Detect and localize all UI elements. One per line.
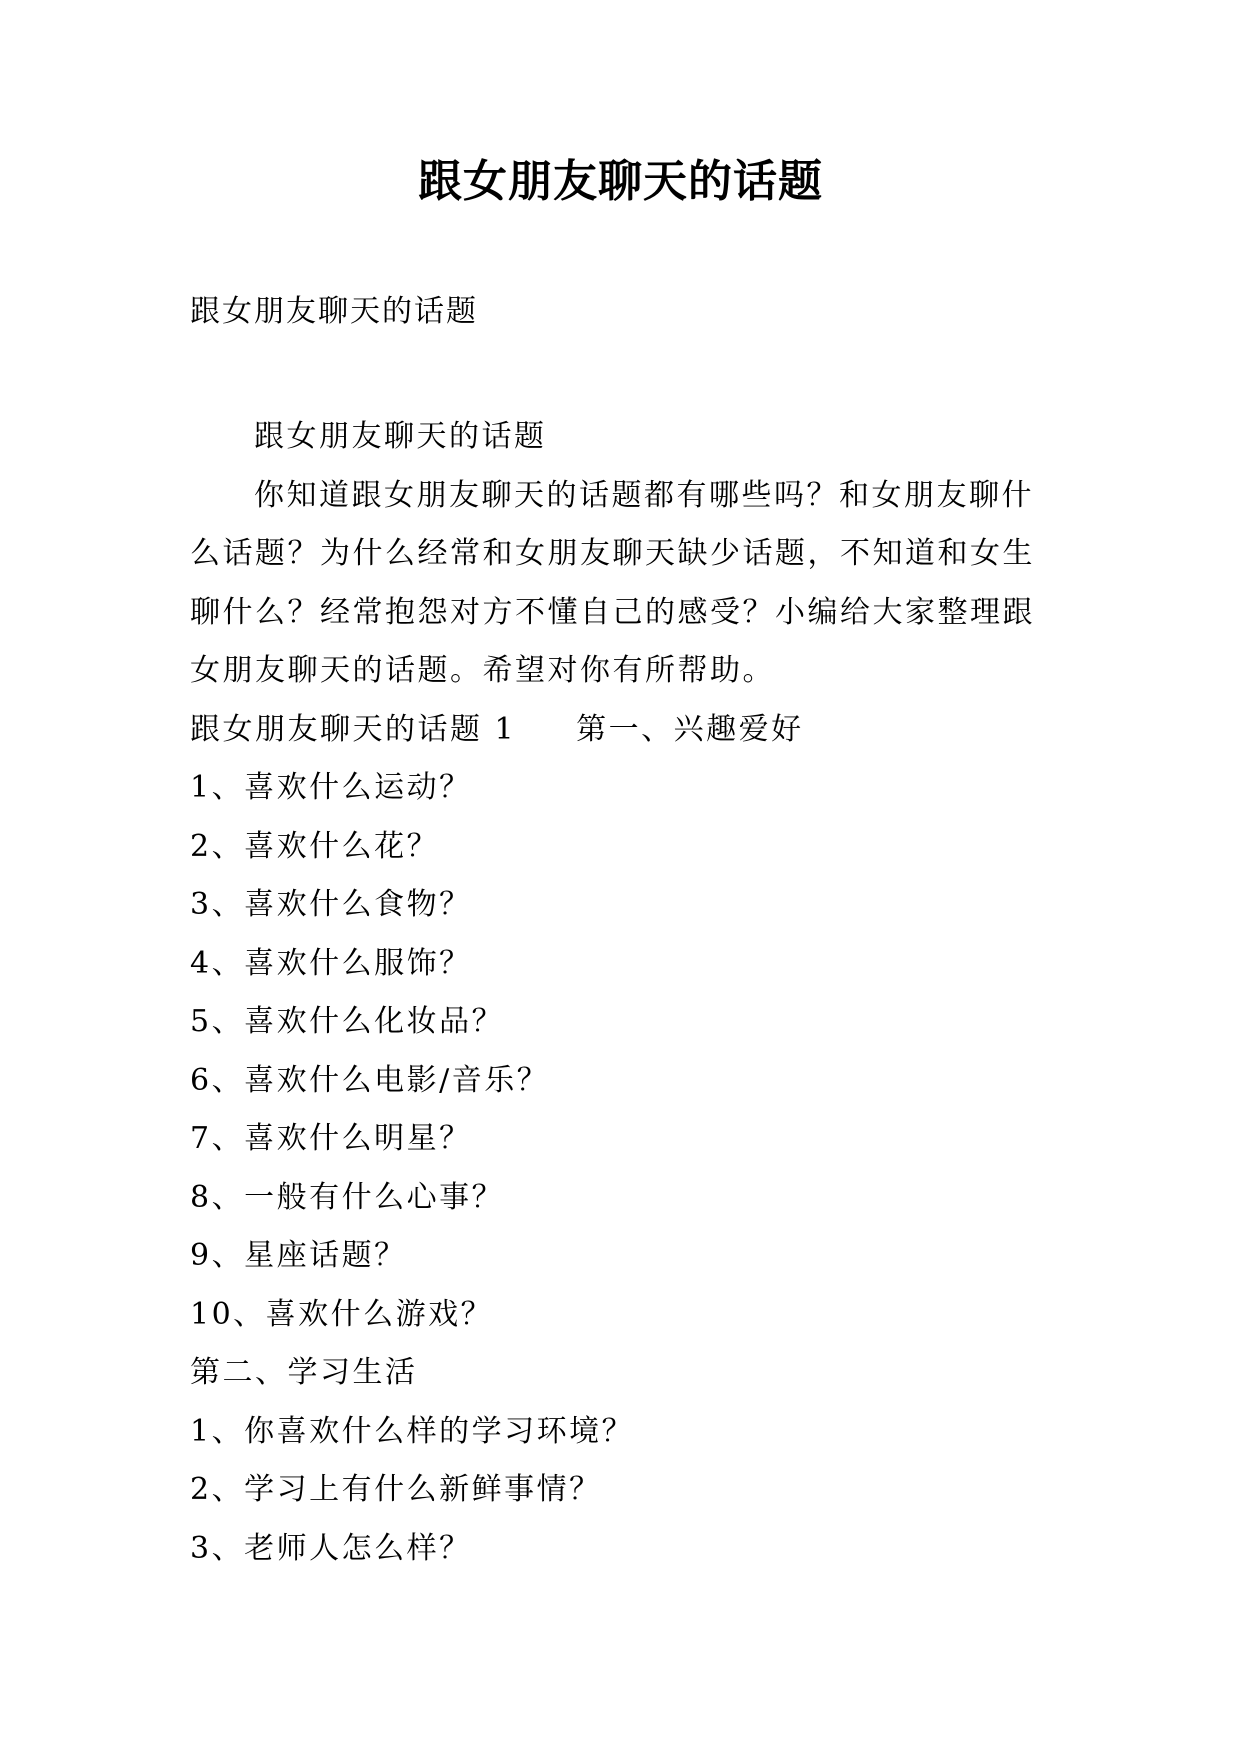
intro-paragraph: 你知道跟女朋友聊天的话题都有哪些吗？和女朋友聊什么话题？为什么经常和女朋友聊天缺少话题，不知道和女生聊什么？经常抱怨对方不懂自己的感受？小编给大家整理跟女朋友聊天的话题。希望对你有所帮助。 [190,477,1035,688]
list-item: 3、喜欢什么食物？ [190,887,472,922]
section1-heading [190,701,1060,760]
list-item: 2、学习上有什么新鲜事情？ [190,1472,602,1507]
section1-title: 跟女朋友聊天的话题 1 [190,711,517,747]
document-body [190,408,1060,1578]
list-item: 6、喜欢什么电影/音乐？ [190,1062,550,1098]
list-item: 3、老师人怎么样？ [190,1530,472,1566]
list-item: 2、喜欢什么花？ [190,828,440,864]
document-title: 跟女朋友聊天的话题 [418,156,823,207]
document-subtitle: 跟女朋友聊天的话题 [190,294,478,329]
list-item: 5、喜欢什么化妆品？ [190,1004,505,1039]
list-item: 1、喜欢什么运动？ [190,770,472,805]
list-item: 10、喜欢什么游戏？ [190,1296,494,1332]
list-item: 8、一般有什么心事？ [190,1179,505,1215]
list-item: 1、你喜欢什么样的学习环境？ [190,1413,635,1449]
section2-heading: 第二、学习生活 [190,1355,418,1390]
section-heading: 跟女朋友聊天的话题 [254,419,547,454]
list-item: 9、星座话题？ [190,1238,407,1273]
list-item: 7、喜欢什么明星？ [190,1121,472,1156]
section1-subtitle: 第一、兴趣爱好 [576,711,804,747]
list-item: 4、喜欢什么服饰？ [190,945,472,981]
